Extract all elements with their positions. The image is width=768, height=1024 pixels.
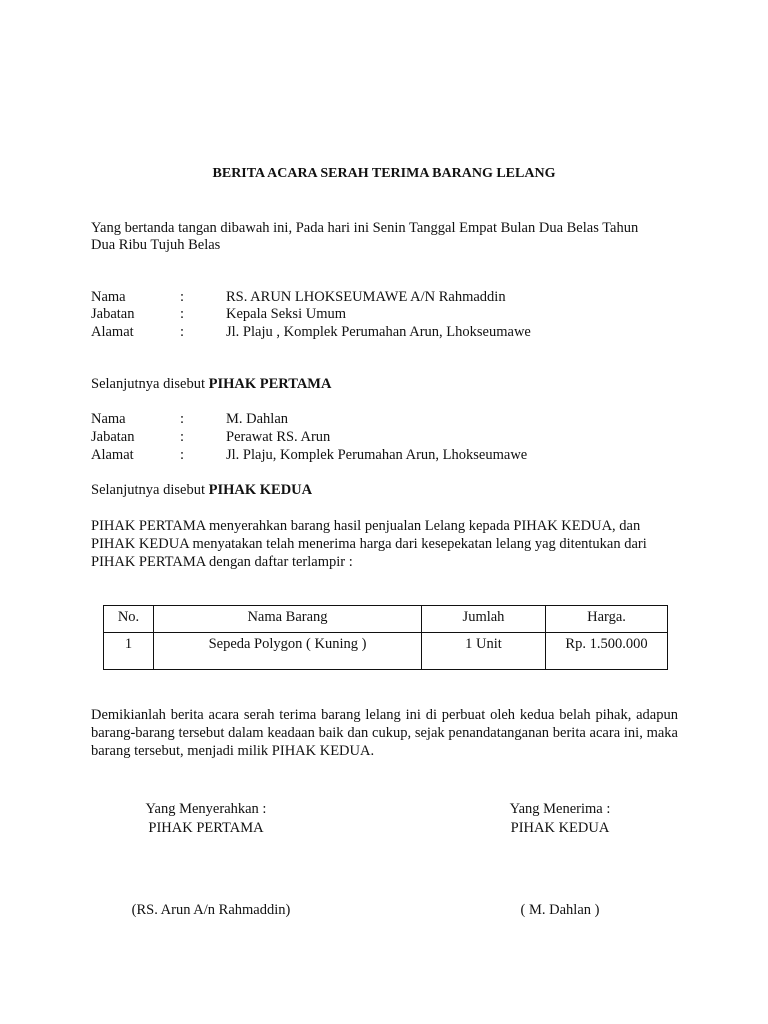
signature-left-party: PIHAK PERTAMA — [148, 820, 264, 836]
field-label-nama: Nama — [91, 289, 126, 305]
document-title: BERITA ACARA SERAH TERIMA BARANG LELANG — [212, 166, 556, 181]
header-nama-barang: Nama Barang — [154, 606, 422, 633]
caption-party: PIHAK KEDUA — [208, 482, 313, 498]
table-header-row — [104, 606, 668, 633]
table-row — [104, 633, 668, 670]
field-label-jabatan: Jabatan — [91, 429, 135, 445]
field-value-nama: RS. ARUN LHOKSEUMAWE A/N Rahmaddin — [226, 289, 506, 305]
field-value-jabatan: Kepala Seksi Umum — [226, 306, 347, 322]
pihak-pertama-caption — [91, 375, 331, 393]
field-separator: : — [180, 289, 185, 305]
field-separator: : — [180, 429, 185, 445]
pihak-kedua-caption — [91, 481, 312, 499]
signature-left-name: (RS. Arun A/n Rahmaddin) — [131, 902, 291, 918]
cell-no: 1 — [104, 633, 154, 670]
header-no: No. — [104, 606, 154, 633]
field-label-nama: Nama — [91, 411, 126, 427]
caption-prefix: Selanjutnya disebut — [91, 376, 209, 392]
intro-line-2: Dua Ribu Tujuh Belas — [91, 237, 221, 253]
signature-right-role: Yang Menerima : — [509, 801, 611, 817]
intro-line-1: Yang bertanda tangan dibawah ini, Pada hari ini Senin Tanggal Empat Bulan Dua Belas Tahun — [91, 220, 639, 236]
cell-jumlah: 1 Unit — [422, 633, 546, 670]
header-harga: Harga. — [546, 606, 668, 633]
field-label-alamat: Alamat — [91, 447, 134, 463]
signature-left-role: Yang Menyerahkan : — [145, 801, 267, 817]
field-label-alamat: Alamat — [91, 324, 134, 340]
header-jumlah: Jumlah — [422, 606, 546, 633]
signature-right-party: PIHAK KEDUA — [510, 820, 610, 836]
closing-paragraph: Demikianlah berita acara serah terima barang lelang ini di perbuat oleh kedua belah pihak, adapun barang-barang tersebut dalam keadaan baik dan cukup, sejak penandatanganan berita acara ini, maka barang tersebut, menjadi milik PIHAK KEDUA. — [91, 707, 678, 759]
field-separator: : — [180, 411, 185, 427]
field-separator: : — [180, 306, 185, 322]
field-value-alamat: Jl. Plaju , Komplek Perumahan Arun, Lhokseumawe — [226, 324, 531, 340]
signature-right-name: ( M. Dahlan ) — [520, 902, 600, 918]
field-separator: : — [180, 447, 185, 463]
field-value-nama: M. Dahlan — [226, 411, 289, 427]
caption-prefix: Selanjutnya disebut — [91, 482, 209, 498]
field-separator: : — [180, 324, 185, 340]
field-label-jabatan: Jabatan — [91, 306, 135, 322]
field-value-jabatan: Perawat RS. Arun — [226, 429, 331, 445]
field-value-alamat: Jl. Plaju, Komplek Perumahan Arun, Lhokseumawe — [226, 447, 528, 463]
caption-party: PIHAK PERTAMA — [208, 376, 332, 392]
items-table — [103, 605, 668, 670]
cell-nama-barang: Sepeda Polygon ( Kuning ) — [154, 633, 422, 670]
cell-harga: Rp. 1.500.000 — [546, 633, 668, 670]
handover-paragraph: PIHAK PERTAMA menyerahkan barang hasil penjualan Lelang kepada PIHAK KEDUA, dan PIHAK KEDUA menyatakan telah menerima harga dari kesepekatan lelang yag ditentukan dari PIHAK PERTAMA dengan daftar terlampir : — [91, 518, 647, 570]
